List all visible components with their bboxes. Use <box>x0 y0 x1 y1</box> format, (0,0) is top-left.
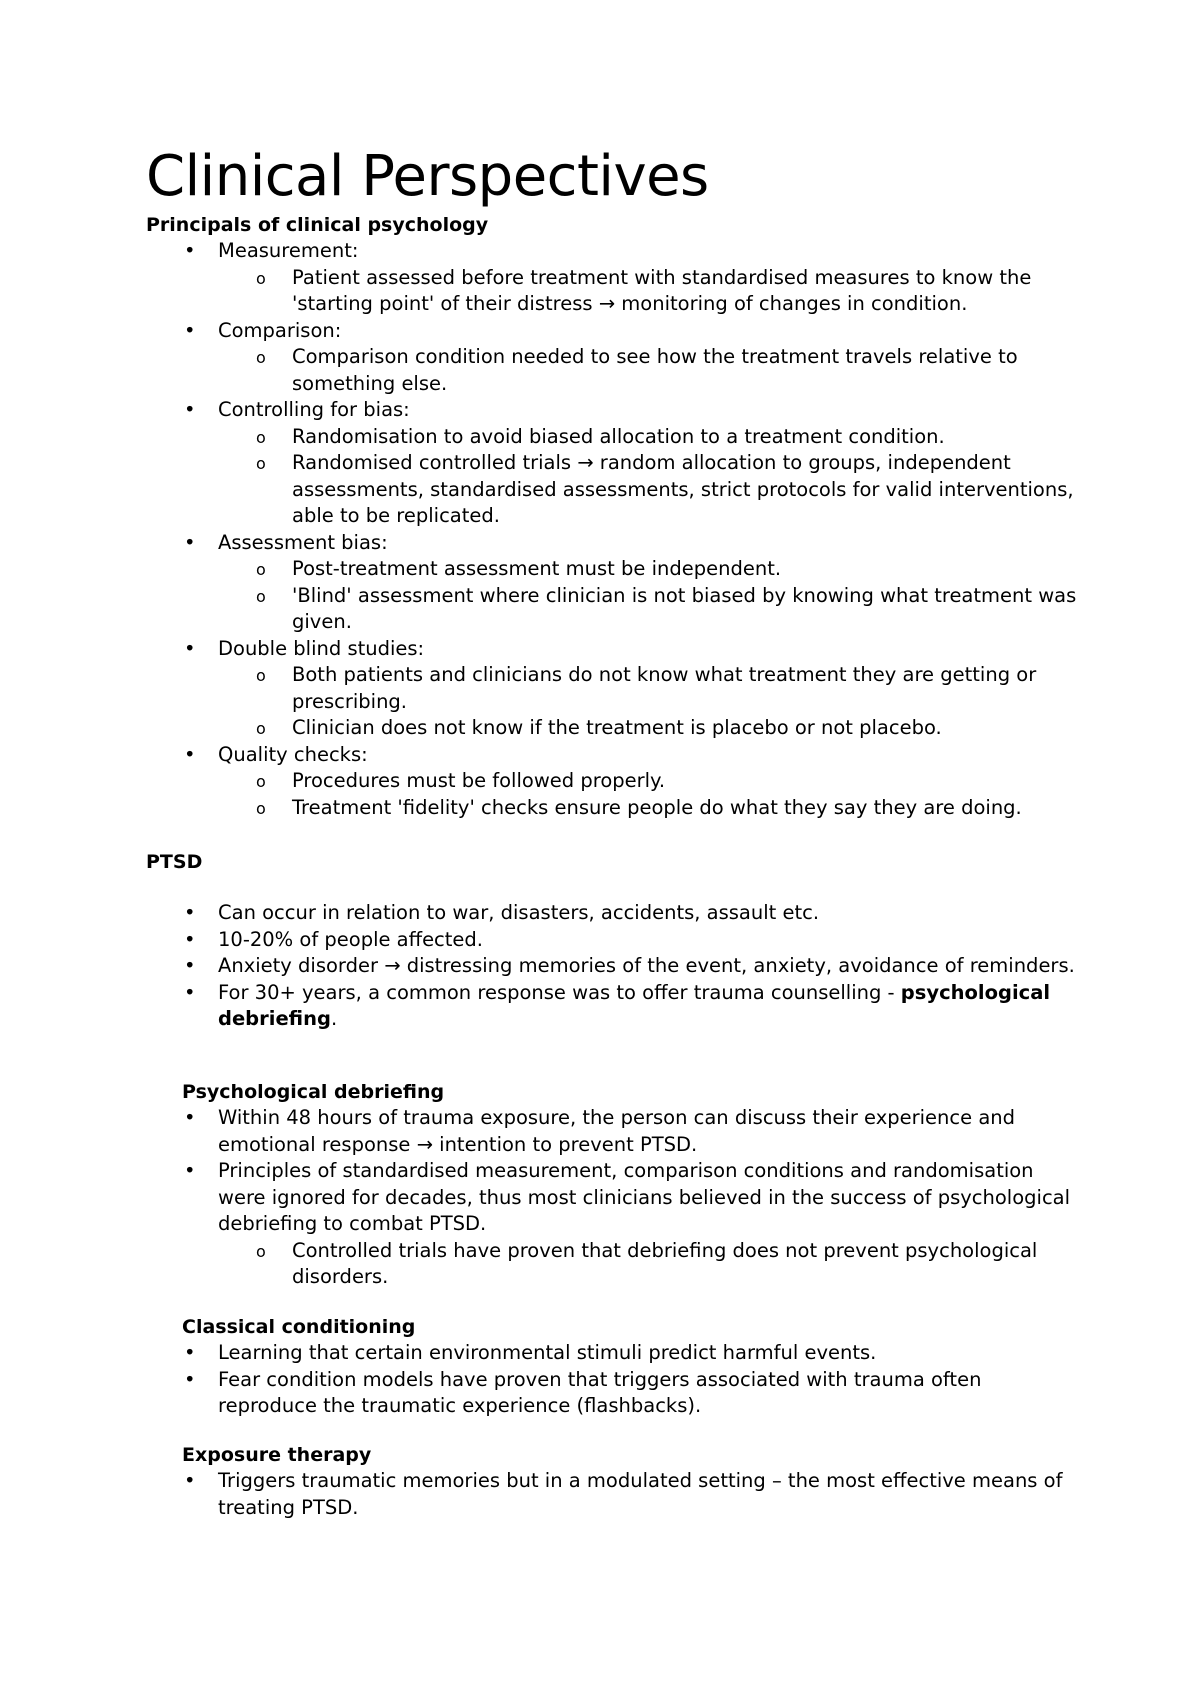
bullet-icon: • <box>184 927 196 951</box>
list-item: • Anxiety disorder → distressing memories of the event, anxiety, avoidance of reminders. <box>180 953 1080 980</box>
sub-bullet-icon: o <box>256 719 266 738</box>
list-item: • Double blind studies: <box>180 636 1080 663</box>
debriefing-list <box>180 1105 1080 1291</box>
list-item: • Controlling for bias: <box>180 397 1080 424</box>
bullet-icon: • <box>184 742 196 766</box>
list-item: • Comparison: <box>180 318 1080 345</box>
sub-bullet-icon: o <box>256 1241 266 1261</box>
sub-bullet-icon: o <box>256 560 266 579</box>
list-item: • Learning that certain environmental stimuli predict harmful events. <box>180 1340 1080 1367</box>
sub-bullet-icon: o <box>256 427 266 447</box>
sub-list-item: o Patient assessed before treatment with standardised measures to know the 'starting point' of their distress → monitoring of changes in condition. <box>256 265 1032 315</box>
page-title: Clinical Perspectives <box>146 144 709 209</box>
sub-list-item: o Post-treatment assessment must be independent. <box>180 556 1080 583</box>
bullet-icon: • <box>184 1106 196 1129</box>
sub-bullet-icon: o <box>256 666 266 685</box>
bullet-icon: • <box>184 1367 196 1391</box>
debriefing-heading: Psychological debriefing <box>182 1081 445 1103</box>
sub-list-item: o Comparison condition needed to see how the treatment travels relative to something else. <box>256 345 1018 395</box>
classical-list <box>180 1340 1080 1420</box>
principles-heading: Principals of clinical psychology <box>146 214 489 236</box>
sub-bullet-icon: o <box>256 772 266 791</box>
list-item: • Measurement: <box>180 238 1080 265</box>
exposure-heading: Exposure therapy <box>182 1444 372 1466</box>
sub-bullet-icon: o <box>256 586 266 606</box>
sub-list-item: o Randomised controlled trials → random allocation to groups, independent assessments, standardised assessments, strict protocols for valid interventions, able to be replicated. <box>256 451 1074 527</box>
list-item: • Assessment bias: <box>180 530 1080 557</box>
sub-list-item: o 'Blind' assessment where clinician is not biased by knowing what treatment was given. <box>256 583 1077 633</box>
sub-list-item: o Both patients and clinicians do not know what treatment they are getting or prescribing. <box>256 663 1037 713</box>
ptsd-list <box>180 900 1080 1033</box>
bullet-icon: • <box>184 239 196 262</box>
sub-list-item: o Controlled trials have proven that debriefing does not prevent psychological disorders. <box>256 1238 1038 1288</box>
sub-list-item: o Treatment 'fidelity' checks ensure people do what they say they are doing. <box>180 795 1080 822</box>
sub-list-item: o Clinician does not know if the treatment is placebo or not placebo. <box>180 715 1080 742</box>
emphasis-text: psychological debriefing <box>218 980 1051 1030</box>
list-item: • For 30+ years, a common response was to offer trauma counselling - psychological debriefing. <box>184 980 1051 1030</box>
bullet-icon: • <box>184 318 196 342</box>
sub-list-item: o Procedures must be followed properly. <box>180 768 1080 795</box>
sub-bullet-icon: o <box>256 454 266 473</box>
sub-bullet-icon: o <box>256 798 266 818</box>
classical-heading: Classical conditioning <box>182 1316 416 1338</box>
bullet-icon: • <box>184 954 196 977</box>
bullet-icon: • <box>184 1159 196 1182</box>
ptsd-heading: PTSD <box>146 851 203 873</box>
principles-list <box>180 238 1080 821</box>
list-item: • Quality checks: <box>180 742 1080 769</box>
list-item: • 10-20% of people affected. <box>180 927 1080 954</box>
list-item: • Within 48 hours of trauma exposure, the person can discuss their experience and emotional response → intention to prevent PTSD. <box>184 1106 1016 1156</box>
bullet-icon: • <box>184 398 196 421</box>
bullet-icon: • <box>184 980 196 1004</box>
list-item: • Can occur in relation to war, disasters, accidents, assault etc. <box>180 900 1080 927</box>
list-item: • Triggers traumatic memories but in a modulated setting – the most effective means of treating PTSD. <box>184 1469 1063 1519</box>
bullet-icon: • <box>184 1469 196 1492</box>
sub-bullet-icon: o <box>256 348 266 367</box>
bullet-icon: • <box>184 636 196 660</box>
bullet-icon: • <box>184 1341 196 1364</box>
bullet-icon: • <box>184 530 196 554</box>
sub-bullet-icon: o <box>256 268 266 288</box>
list-item: • Principles of standardised measurement, comparison conditions and randomisation were ignored for decades, thus most clinicians believed in the success of psychological debriefing to combat PTSD. <box>184 1159 1071 1235</box>
list-item: • Fear condition models have proven that triggers associated with trauma often reproduce the traumatic experience (flashbacks). <box>184 1367 982 1417</box>
bullet-icon: • <box>184 901 196 924</box>
sub-list-item: o Randomisation to avoid biased allocation to a treatment condition. <box>180 424 1080 451</box>
exposure-list <box>180 1468 1080 1521</box>
